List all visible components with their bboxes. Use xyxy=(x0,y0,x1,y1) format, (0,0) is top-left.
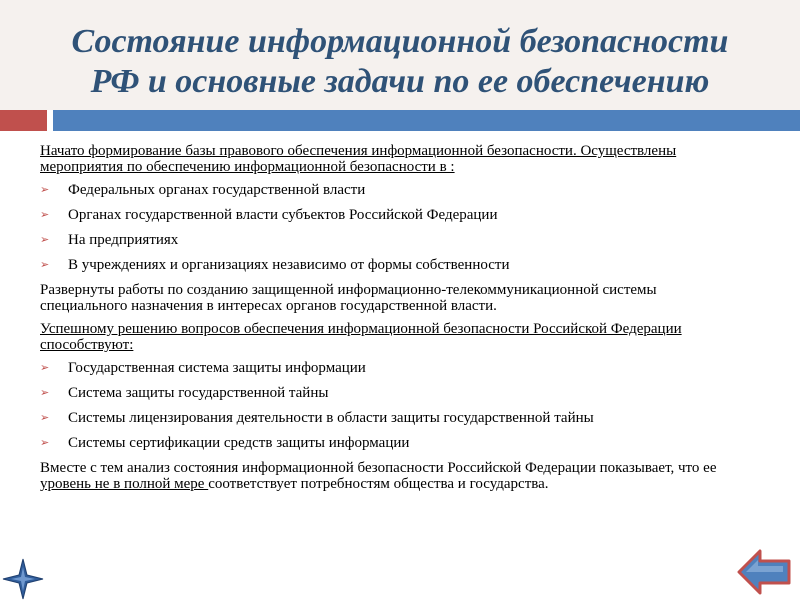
slide-body xyxy=(40,143,740,499)
slide-title xyxy=(0,22,800,102)
conclusion-text-start: Вместе с тем анализ состояния информационной безопасности Российской Федерации показывает, что ее xyxy=(40,460,717,476)
list-item-text: Система защиты государственной тайны xyxy=(68,385,329,401)
list-item xyxy=(40,232,740,248)
systems-list xyxy=(40,360,740,451)
chevron-right-icon: ➢ xyxy=(40,259,50,271)
institutions-list xyxy=(40,182,740,273)
back-arrow-icon[interactable] xyxy=(736,548,792,596)
intro-paragraph: Начато формирование базы правового обеспечения информационной безопасности. Осуществлены мероприятия по обеспечению информационной безопасности в : xyxy=(40,143,677,175)
list-item-text: В учреждениях и организациях независимо от формы собственности xyxy=(68,257,510,273)
chevron-right-icon: ➢ xyxy=(40,437,50,449)
list-item xyxy=(40,410,740,426)
chevron-right-icon: ➢ xyxy=(40,209,50,221)
chevron-right-icon: ➢ xyxy=(40,387,50,399)
list-item-text: Системы лицензирования деятельности в области защиты государственной тайны xyxy=(68,410,594,426)
list-item xyxy=(40,257,740,273)
factors-paragraph: Успешному решению вопросов обеспечения информационной безопасности Российской Федерации способствуют: xyxy=(40,321,682,353)
conclusion-text-underlined: уровень не в полной мере xyxy=(40,476,209,492)
list-item xyxy=(40,207,740,223)
list-item-text: Государственная система защиты информации xyxy=(68,360,366,376)
list-item-text: Федеральных органах государственной власти xyxy=(68,182,366,198)
system-paragraph: Развернуты работы по созданию защищенной информационно-телекоммуникационной системы специального назначения в интересах органов государственной власти. xyxy=(40,282,657,314)
list-item xyxy=(40,385,740,401)
chevron-right-icon: ➢ xyxy=(40,362,50,374)
slide-title-line-2: РФ и основные задачи по ее обеспечению xyxy=(90,63,710,100)
accent-bar-blue xyxy=(53,110,800,131)
chevron-right-icon: ➢ xyxy=(40,412,50,424)
four-point-star-icon[interactable] xyxy=(2,558,44,600)
chevron-right-icon: ➢ xyxy=(40,234,50,246)
conclusion-text-end: соответствует потребностям общества и государства. xyxy=(208,476,549,492)
conclusion-paragraph xyxy=(40,460,740,492)
accent-bar-red xyxy=(0,110,47,131)
slide-title-line-1: Состояние информационной безопасности xyxy=(71,23,729,60)
list-item-text: Органах государственной власти субъектов Российской Федерации xyxy=(68,207,498,223)
list-item-text: Системы сертификации средств защиты информации xyxy=(68,435,410,451)
list-item xyxy=(40,435,740,451)
chevron-right-icon: ➢ xyxy=(40,184,50,196)
list-item xyxy=(40,182,740,198)
list-item-text: На предприятиях xyxy=(68,232,179,248)
list-item xyxy=(40,360,740,376)
title-band xyxy=(0,0,800,110)
